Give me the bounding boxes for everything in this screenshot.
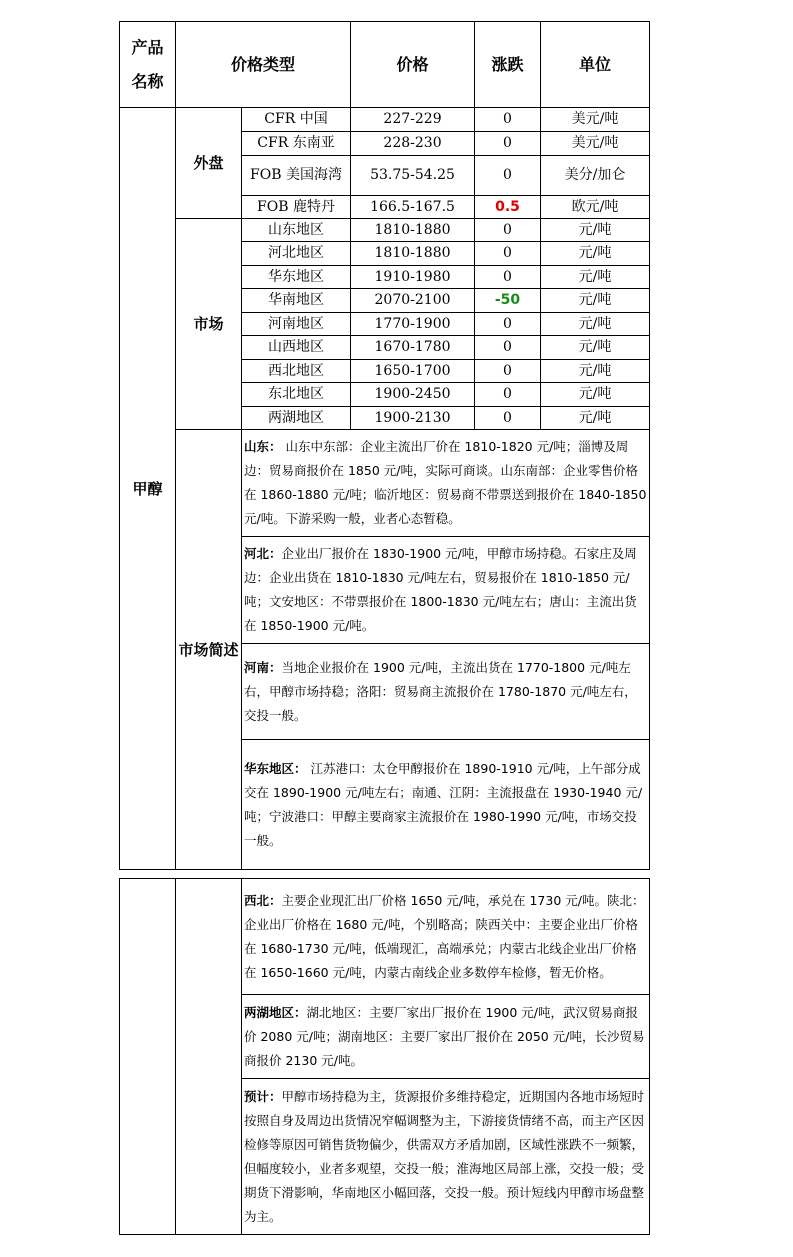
- price-value: 227-229: [351, 108, 475, 132]
- table-row: [120, 108, 650, 132]
- region: 河北地区: [242, 242, 351, 266]
- summary-hebei: 河北：企业出厂报价在 1830-1900 元/吨，甲醇市场持稳。石家庄及周边：企业出货在 1810-1830 元/吨左右，贸易报价在 1810-1850 元/吨；文安地区：不带票报价在 1800-1830 元/吨左右；唐山：主流出货在 1850-1900 元/吨。: [242, 537, 650, 644]
- price-unit: 元/吨: [541, 313, 650, 336]
- price-value: 1900-2450: [351, 383, 475, 407]
- price-value: 1810-1880: [351, 242, 475, 266]
- price-unit: 元/吨: [541, 407, 650, 430]
- price-change: 0: [475, 219, 541, 242]
- header-price-type: 价格类型: [176, 22, 351, 108]
- price-unit: 元/吨: [541, 383, 650, 407]
- header-change: 涨跌: [475, 22, 541, 108]
- group-summary: 市场简述: [176, 430, 242, 870]
- summary-row: [120, 430, 650, 537]
- price-type: FOB 美国海湾: [242, 156, 351, 196]
- methanol-price-table: [119, 21, 650, 870]
- price-unit: 元/吨: [541, 360, 650, 383]
- region: 西北地区: [242, 360, 351, 383]
- price-unit: 元/吨: [541, 242, 650, 266]
- methanol-summary-table-continued: [119, 878, 650, 1235]
- price-unit: 元/吨: [541, 219, 650, 242]
- region: 华东地区: [242, 266, 351, 289]
- price-change: 0: [475, 132, 541, 156]
- region: 山东地区: [242, 219, 351, 242]
- region: 两湖地区: [242, 407, 351, 430]
- region: 华南地区: [242, 289, 351, 313]
- price-change: 0: [475, 266, 541, 289]
- price-change: 0: [475, 383, 541, 407]
- price-value: 53.75-54.25: [351, 156, 475, 196]
- summary-forecast: 预计：甲醇市场持稳为主，货源报价多维持稳定，近期国内各地市场短时按照自身及周边出货情况窄幅调整为主，下游接货情绪不高，而主产区因检修等原因可销售货物偏少，供需双方矛盾加剧，区域性涨跌不一频繁，但幅度较小，业者多观望，交投一般；淮海地区局部上涨，交投一般；受期货下滑影响，华南地区小幅回落，交投一般。预计短线内甲醇市场盘整为主。: [242, 1079, 650, 1235]
- price-change: 0: [475, 242, 541, 266]
- price-value: 1670-1780: [351, 336, 475, 360]
- price-unit: 美分/加仑: [541, 156, 650, 196]
- summary-row: [120, 879, 650, 995]
- price-type: FOB 鹿特丹: [242, 196, 351, 219]
- price-value: 2070-2100: [351, 289, 475, 313]
- price-unit: 美元/吨: [541, 108, 650, 132]
- table-row: [120, 219, 650, 242]
- price-unit: 元/吨: [541, 336, 650, 360]
- price-type: CFR 中国: [242, 108, 351, 132]
- header-product-name: 产品 名称: [120, 22, 176, 108]
- price-unit: 元/吨: [541, 289, 650, 313]
- price-value: 1910-1980: [351, 266, 475, 289]
- price-value: 1810-1880: [351, 219, 475, 242]
- price-change: 0: [475, 313, 541, 336]
- region: 东北地区: [242, 383, 351, 407]
- group-market: 市场: [176, 219, 242, 430]
- price-value: 1900-2130: [351, 407, 475, 430]
- summary-lianghu: 两湖地区：湖北地区：主要厂家出厂报价在 1900 元/吨，武汉贸易商报价 2080 元/吨；湖南地区：主要厂家出厂报价在 2050 元/吨，长沙贸易商报价 2130 元/吨。: [242, 995, 650, 1079]
- price-change-up: 0.5: [475, 196, 541, 219]
- region: 河南地区: [242, 313, 351, 336]
- blank-cell: [120, 879, 176, 1235]
- price-value: 228-230: [351, 132, 475, 156]
- region: 山西地区: [242, 336, 351, 360]
- price-change: 0: [475, 360, 541, 383]
- price-value: 1650-1700: [351, 360, 475, 383]
- header-row: [120, 22, 650, 108]
- group-foreign: 外盘: [176, 108, 242, 219]
- price-unit: 元/吨: [541, 266, 650, 289]
- summary-shandong: 山东： 山东中东部：企业主流出厂价在 1810-1820 元/吨；淄博及周边：贸易商报价在 1850 元/吨，实际可商谈。山东南部：企业零售价格在 1860-1880 元/吨；临沂地区：贸易商不带票送到报价在 1840-1850 元/吨。下游采购一般，业者心态暂稳。: [242, 430, 650, 537]
- price-unit: 美元/吨: [541, 132, 650, 156]
- summary-east-china: 华东地区： 江苏港口：太仓甲醇报价在 1890-1910 元/吨，上午部分成交在 1890-1900 元/吨左右；南通、江阴：主流报盘在 1930-1940 元/吨；宁波港口：甲醇主要商家主流报价在 1980-1990 元/吨，市场交投一般。: [242, 740, 650, 870]
- price-unit: 欧元/吨: [541, 196, 650, 219]
- price-change: 0: [475, 407, 541, 430]
- header-price: 价格: [351, 22, 475, 108]
- price-change-down: -50: [475, 289, 541, 313]
- summary-henan: 河南：当地企业报价在 1900 元/吨，主流出货在 1770-1800 元/吨左右，甲醇市场持稳；洛阳：贸易商主流报价在 1780-1870 元/吨左右，交投一般。: [242, 644, 650, 740]
- blank-cell: [176, 879, 242, 1235]
- price-type: CFR 东南亚: [242, 132, 351, 156]
- product-name: 甲醇: [120, 108, 176, 870]
- price-value: 166.5-167.5: [351, 196, 475, 219]
- price-value: 1770-1900: [351, 313, 475, 336]
- summary-northwest: 西北：主要企业现汇出厂价格 1650 元/吨，承兑在 1730 元/吨。陕北：企业出厂价格在 1680 元/吨，个别略高；陕西关中：主要企业出厂价格在 1680-1730 元/吨，低端现汇，高端承兑；内蒙古北线企业出厂价格在 1650-1660 元/吨，内蒙古南线企业多数停车检修，暂无价格。: [242, 879, 650, 995]
- header-unit: 单位: [541, 22, 650, 108]
- price-change: 0: [475, 156, 541, 196]
- price-change: 0: [475, 108, 541, 132]
- price-change: 0: [475, 336, 541, 360]
